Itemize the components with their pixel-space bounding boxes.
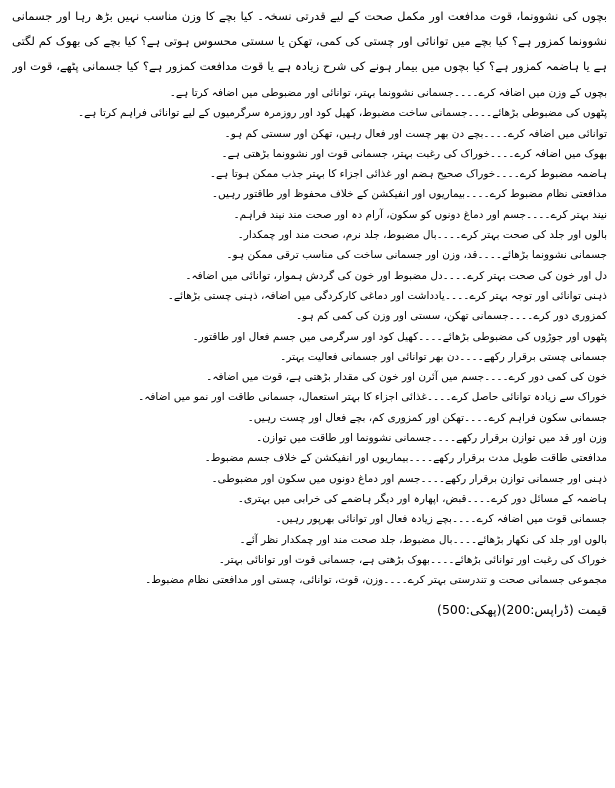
benefit-item: جسمانی چستی برقرار رکھے۔۔۔۔دن بھر توانائی اور جسمانی فعالیت بہتر۔ — [280, 350, 607, 363]
benefit-item: پٹھوں اور جوڑوں کی مضبوطی بڑھائے۔۔۔۔کھیل کود اور سرگرمی میں جسم فعال اور طاقتور۔ — [192, 330, 607, 343]
benefit-item: توانائی میں اضافہ کرے۔۔۔۔بچے دن بھر چست اور فعال رہیں، تھکن اور سستی کم ہو۔ — [224, 127, 607, 140]
benefit-item: جسمانی نشوونما بڑھائے۔۔۔۔قد، وزن اور جسمانی ساخت کی مناسب ترقی ممکن ہو۔ — [226, 249, 607, 262]
benefit-item: مجموعی جسمانی صحت و تندرستی بہتر کرے۔۔۔۔وزن، قوت، توانائی، چستی اور مدافعتی نظام مضبوط۔ — [145, 574, 607, 587]
benefit-item: ہاضمہ کے مسائل دور کرے۔۔۔۔قبض، اپھارہ اور دیگر ہاضمے کی خرابی میں بہتری۔ — [237, 492, 607, 505]
benefit-item: دل اور خون کی صحت بہتر کرے۔۔۔۔دل مضبوط اور خون کی گردش ہموار، توانائی میں اضافہ۔ — [185, 269, 607, 282]
benefit-item: ذہنی اور جسمانی توازن برقرار رکھے۔۔۔۔جسم اور دماغ دونوں میں سکون اور مضبوطی۔ — [211, 472, 607, 485]
benefit-item: ہاضمہ مضبوط کرے۔۔۔۔خوراک صحیح ہضم اور غذائی اجزاء کا بہتر جذب ممکن ہوتا ہے۔ — [209, 168, 607, 181]
benefit-item: خوراک سے زیادہ توانائی حاصل کرے۔۔۔۔غذائی اجزاء کا بہتر استعمال، جسمانی طاقت اور نمو میں اضافہ۔ — [138, 391, 607, 404]
benefit-item: کمزوری دور کرے۔۔۔۔جسمانی تھکن، سستی اور وزن کی کمی کم ہو۔ — [296, 310, 607, 323]
benefit-item: وزن اور قد میں توازن برقرار رکھے۔۔۔۔جسمانی نشوونما اور طاقت میں توازن۔ — [256, 432, 607, 445]
benefit-item: مدافعتی نظام مضبوط کرے۔۔۔۔بیماریوں اور انفیکشن کے خلاف محفوظ اور طاقتور رہیں۔ — [211, 188, 607, 201]
benefit-item: بھوک میں اضافہ کرے۔۔۔۔خوراک کی رغبت بہتر، جسمانی قوت اور نشوونما بڑھتی ہے۔ — [221, 147, 607, 160]
benefit-item: بالوں اور جلد کی صحت بہتر کرے۔۔۔۔بال مضبوط، جلد نرم، صحت مند اور چمکدار۔ — [237, 229, 607, 242]
price-line: قیمت (ڈراپس:200)(پھکی:500) — [437, 602, 607, 618]
benefits-list — [12, 86, 607, 593]
intro-paragraph: بچوں کی نشوونما، قوت مدافعت اور مکمل صحت کے لیے قدرتی نسخہ۔ کیا بچے کا وزن مناسب نہیں بڑھ رہا اور جسمانی نشوونما کمزور ہے؟ کیا بچے میں توانائی اور چستی کی کمی، تھکن یا سستی محسوس ہوتی ہے؟ کیا بچے کی بھوک کم لگتی ہے یا ہاضمہ کمزور ہے؟ کیا بچوں میں بیمار ہونے کی شرح زیادہ ہے یا قوت مدافعت کمزور ہے؟ کیا جسمانی پٹھے، قوت اور — [12, 9, 607, 73]
benefit-item: بالوں اور جلد کی نکھار بڑھائے۔۔۔۔بال مضبوط، جلد صحت مند اور چمکدار نظر آئے۔ — [239, 533, 607, 546]
benefit-item: مدافعتی طاقت طویل مدت برقرار رکھے۔۔۔۔بیماریوں اور انفیکشن کے خلاف جسم مضبوط۔ — [204, 452, 607, 465]
benefit-item: پٹھوں کی مضبوطی بڑھائے۔۔۔۔جسمانی ساخت مضبوط، کھیل کود اور روزمرہ سرگرمیوں کے لیے توانائی فراہم کرتا ہے۔ — [78, 107, 607, 120]
benefit-item: خون کی کمی دور کرے۔۔۔۔جسم میں آئرن اور خون کی مقدار بڑھتی ہے، قوت میں اضافہ۔ — [206, 371, 607, 384]
benefit-item: جسمانی سکون فراہم کرے۔۔۔۔تھکن اور کمزوری کم، بچے فعال اور چست رہیں۔ — [247, 411, 607, 424]
benefit-item: جسمانی قوت میں اضافہ کرے۔۔۔۔بچے زیادہ فعال اور توانائی بھرپور رہیں۔ — [275, 513, 607, 526]
benefit-item: ذہنی توانائی اور توجہ بہتر کرے۔۔۔۔یادداشت اور دماغی کارکردگی میں اضافہ، ذہنی چستی بڑھائے۔ — [167, 289, 607, 302]
benefit-item: نیند بہتر کرے۔۔۔۔جسم اور دماغ دونوں کو سکون، آرام دہ اور صحت مند نیند فراہم۔ — [233, 208, 607, 221]
benefit-item: بچوں کے وزن میں اضافہ کرے۔۔۔۔جسمانی نشوونما بہتر، توانائی اور مضبوطی میں اضافہ کرتا ہے۔ — [169, 87, 607, 99]
benefit-item: خوراک کی رغبت اور توانائی بڑھائے۔۔۔۔بھوک بڑھتی ہے، جسمانی قوت اور توانائی بہتر۔ — [218, 553, 607, 566]
